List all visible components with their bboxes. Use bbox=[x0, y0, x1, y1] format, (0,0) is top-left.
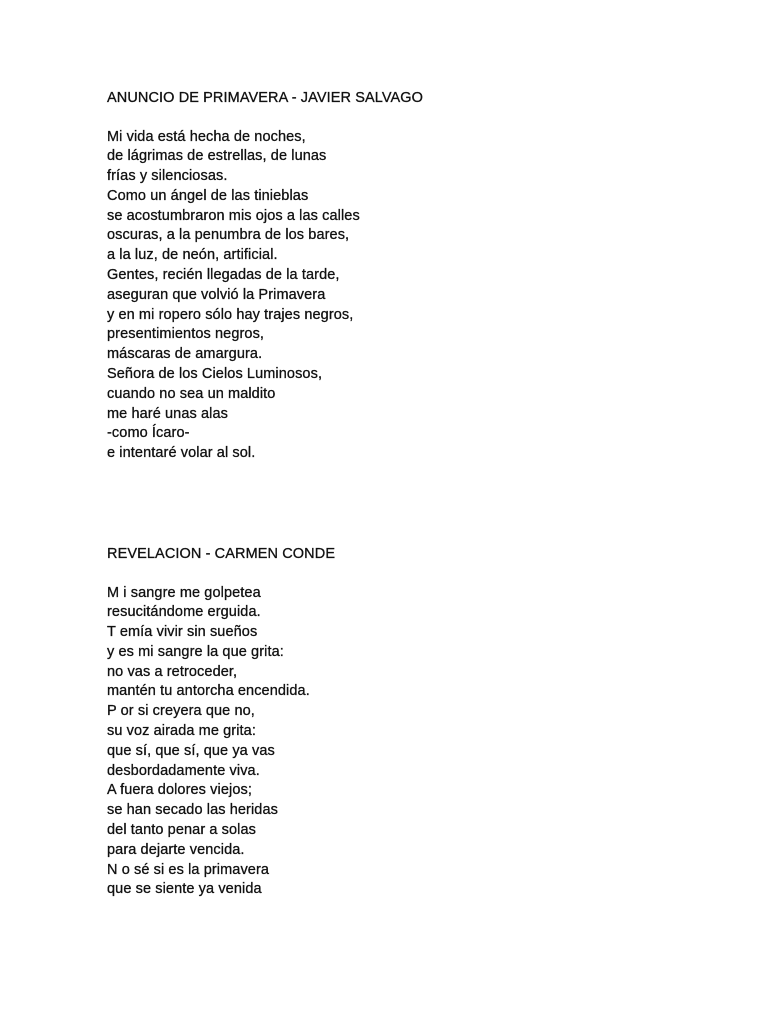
poem-line: que sí, que sí, que ya vas bbox=[107, 742, 275, 759]
poem-line: A fuera dolores viejos; bbox=[107, 782, 252, 799]
poem-body bbox=[107, 584, 727, 901]
poem-line: resucitándome erguida. bbox=[107, 604, 261, 621]
poem-line: a la luz, de neón, artificial. bbox=[107, 247, 278, 264]
poem-line: y es mi sangre la que grita: bbox=[107, 643, 284, 660]
poem-line: mantén tu antorcha encendida. bbox=[107, 683, 310, 700]
poem-line: Gentes, recién llegadas de la tarde, bbox=[107, 267, 340, 284]
poem-line: e intentaré volar al sol. bbox=[107, 445, 256, 462]
poem-line: me haré unas alas bbox=[107, 405, 228, 422]
poem-line: Mi vida está hecha de noches, bbox=[107, 128, 306, 145]
poem-line: no vas a retroceder, bbox=[107, 663, 238, 680]
poem-line: de lágrimas de estrellas, de lunas bbox=[107, 148, 327, 165]
poem-line: N o sé si es la primavera bbox=[107, 861, 270, 878]
poem-line: su voz airada me grita: bbox=[107, 723, 256, 740]
poem-line: para dejarte vencida. bbox=[107, 841, 245, 858]
poem-line: presentimientos negros, bbox=[107, 326, 265, 343]
poem-line: Señora de los Cielos Luminosos, bbox=[107, 366, 323, 383]
poem-anuncio-de-primavera bbox=[107, 88, 727, 464]
poem-line: T emía vivir sin sueños bbox=[107, 624, 258, 641]
poem-title: REVELACION - CARMEN CONDE bbox=[107, 546, 336, 562]
poem-line: del tanto penar a solas bbox=[107, 822, 257, 839]
poem-line: frías y silenciosas. bbox=[107, 168, 228, 185]
poem-line: que se siente ya venida bbox=[107, 881, 262, 898]
poem-line: oscuras, a la penumbra de los bares, bbox=[107, 227, 350, 244]
poem-title: ANUNCIO DE PRIMAVERA - JAVIER SALVAGO bbox=[107, 90, 424, 106]
poem-line: Como un ángel de las tinieblas bbox=[107, 187, 309, 204]
poem-line: máscaras de amargura. bbox=[107, 346, 263, 363]
poem-line: y en mi ropero sólo hay trajes negros, bbox=[107, 306, 354, 323]
poem-line: P or si creyera que no, bbox=[107, 703, 255, 720]
poem-line: desbordadamente viva. bbox=[107, 762, 260, 779]
poem-body bbox=[107, 128, 727, 465]
poem-line: cuando no sea un maldito bbox=[107, 385, 276, 402]
poem-line: M i sangre me golpetea bbox=[107, 584, 261, 601]
poem-line: aseguran que volvió la Primavera bbox=[107, 286, 326, 303]
poem-revelacion bbox=[107, 544, 727, 900]
poem-line: se han secado las heridas bbox=[107, 802, 278, 819]
poem-line: se acostumbraron mis ojos a las calles bbox=[107, 207, 360, 224]
poem-line: -como Ícaro- bbox=[107, 425, 190, 442]
